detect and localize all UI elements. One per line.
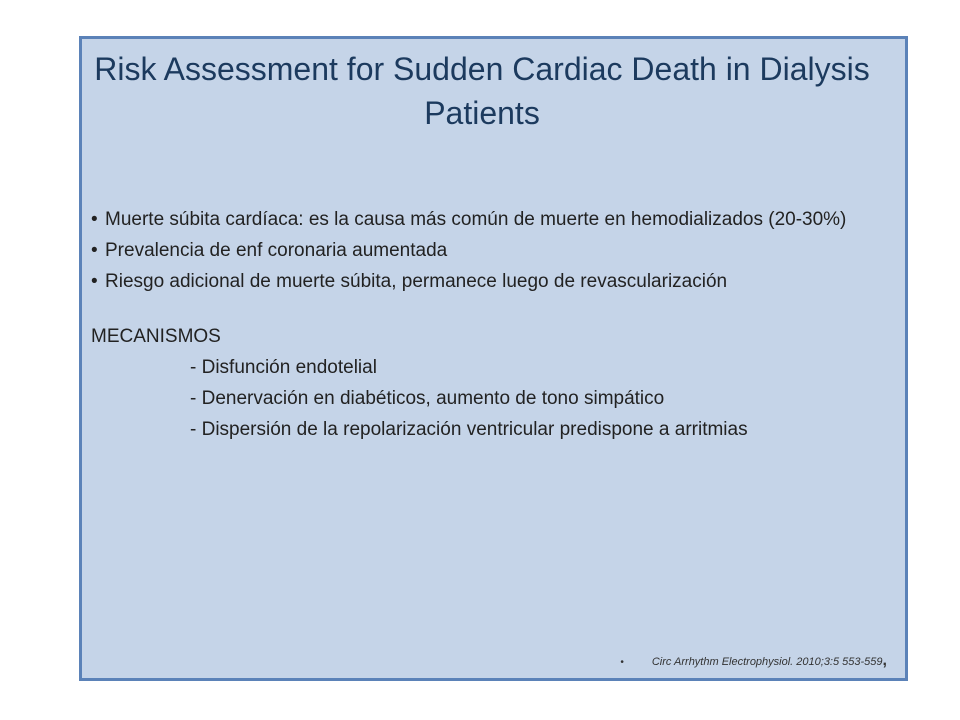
bullet-text: Riesgo adicional de muerte súbita, permanece luego de revascularización bbox=[105, 271, 728, 292]
slide-title: Risk Assessment for Sudden Cardiac Death in Dialysis Patients bbox=[94, 51, 870, 131]
bullet-item bbox=[91, 235, 906, 266]
bullet-icon: • bbox=[620, 657, 624, 668]
bullet-text: Prevalencia de enf coronaria aumentada bbox=[105, 240, 448, 261]
bullet-text: Muerte súbita cardíaca: es la causa más común de muerte en hemodializados (20-30%) bbox=[105, 209, 847, 230]
slide-body bbox=[91, 204, 906, 445]
bullet-icon: • bbox=[91, 240, 98, 261]
mechanisms-heading: MECANISMOS bbox=[91, 326, 221, 347]
bullet-item bbox=[91, 204, 906, 235]
reference-citation bbox=[620, 652, 887, 670]
bullet-item bbox=[91, 266, 906, 297]
reference-suffix: , bbox=[882, 652, 887, 669]
slide-panel bbox=[79, 36, 908, 681]
bullet-icon: • bbox=[91, 209, 98, 230]
bullet-icon: • bbox=[91, 271, 98, 292]
mechanism-item: - Denervación en diabéticos, aumento de tono simpático bbox=[190, 388, 665, 409]
mechanism-item: - Dispersión de la repolarización ventricular predispone a arritmias bbox=[190, 419, 748, 440]
reference-text: Circ Arrhythm Electrophysiol. 2010;3:5 553-559 bbox=[651, 656, 883, 668]
mechanism-item: - Disfunción endotelial bbox=[190, 357, 377, 378]
